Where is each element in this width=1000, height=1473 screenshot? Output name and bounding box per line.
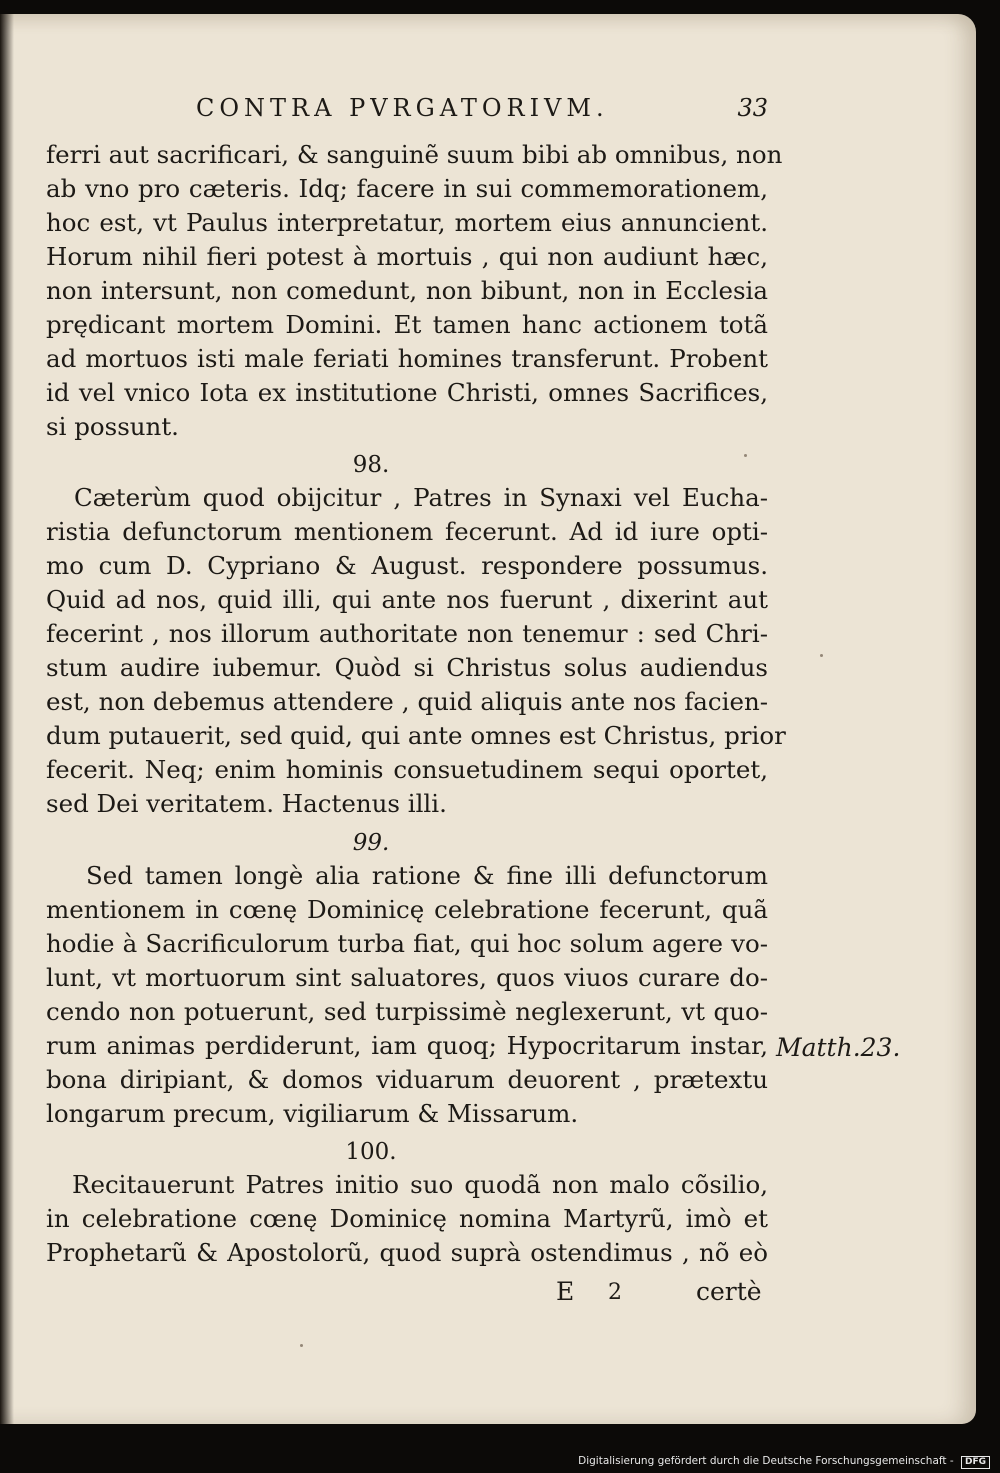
section-number: 100. (345, 1139, 397, 1165)
text-line: Cæterùm quod obijcitur , Patres in Synaxi vel Eucha- (74, 483, 768, 512)
text-line: mentionem in cœnę Dominicę celebratione fecerunt, quã (46, 895, 768, 924)
footer-text: Digitalisierung gefördert durch die Deutsche Forschungsgemeinschaft - (578, 1455, 954, 1467)
text-line: lunt, vt mortuorum sint saluatores, quos viuos curare do- (46, 963, 768, 992)
text-line: fecerit. Neq; enim hominis consuetudinem sequi oportet, (46, 755, 768, 784)
text-line: Quid ad nos, quid illi, qui ante nos fuerunt , dixerint aut (46, 585, 768, 614)
text-line: rum animas perdiderunt, iam quoq; Hypocritarum instar, (46, 1031, 768, 1060)
text-line: ristia defunctorum mentionem fecerunt. Ad id iure opti- (46, 517, 768, 546)
text-line: prędicant mortem Domini. Et tamen hanc actionem totã (46, 310, 768, 339)
signature-letter: E (556, 1277, 575, 1306)
text-line: in celebratione cœnę Dominicę nomina Martyrũ, imò et (46, 1204, 768, 1233)
text-line: sed Dei veritatem. Hactenus illi. (46, 789, 447, 818)
text-line: ab vno pro cæteris. Idq; facere in sui commemorationem, (46, 174, 768, 203)
text-line: non intersunt, non comedunt, non bibunt, non in Ecclesia (46, 276, 768, 305)
ink-speck (744, 454, 747, 457)
running-head-title: CONTRA PVRGATORIVM. (196, 94, 609, 122)
text-line: est, non debemus attendere , quid aliquis ante nos facien- (46, 687, 768, 716)
text-line: hodie à Sacrificulorum turba fiat, qui hoc solum agere vo- (46, 929, 768, 958)
ink-speck (300, 1344, 303, 1347)
text-line: si possunt. (46, 412, 179, 441)
text-line: id vel vnico Iota ex institutione Christi, omnes Sacrifices, (46, 378, 768, 407)
signature-number: 2 (608, 1280, 622, 1305)
section-number: 99. (352, 830, 390, 856)
text-line: bona diripiant, & domos viduarum deuorent , prætextu (46, 1065, 768, 1094)
running-head (46, 94, 768, 134)
text-line: mo cum D. Cypriano & August. respondere possumus. (46, 551, 768, 580)
marginal-note: Matth.23. (776, 1033, 901, 1062)
text-line: Recitauerunt Patres initio suo quodã non malo cõsilio, (72, 1170, 768, 1199)
text-line: Prophetarũ & Apostolorũ, quod suprà ostendimus , nõ eò (46, 1238, 768, 1267)
text-line: hoc est, vt Paulus interpretatur, mortem eius annuncient. (46, 208, 768, 237)
text-line: longarum precum, vigiliarum & Missarum. (46, 1099, 579, 1128)
section-number: 98. (352, 452, 390, 478)
text-line: Sed tamen longè alia ratione & fine illi defunctorum (86, 861, 768, 890)
catchword: certè (696, 1277, 762, 1306)
text-line: dum putauerit, sed quid, qui ante omnes est Christus, prior (46, 721, 786, 750)
text-line: ad mortuos isti male feriati homines transferunt. Probent (46, 344, 768, 373)
text-line: Horum nihil fieri potest à mortuis , qui non audiunt hæc, (46, 242, 768, 271)
digitization-footer (578, 1455, 990, 1469)
ink-speck (820, 654, 823, 657)
dfg-logo: DFG (961, 1456, 990, 1469)
text-line: ferri aut sacrificari, & sanguinẽ suum bibi ab omnibus, non (46, 140, 783, 169)
text-line: cendo non potuerunt, sed turpissimè neglexerunt, vt quo- (46, 997, 768, 1026)
text-line: stum audire iubemur. Quòd si Christus solus audiendus (46, 653, 768, 682)
page-number: 33 (737, 94, 768, 122)
text-line: fecerint , nos illorum authoritate non tenemur : sed Chri- (46, 619, 768, 648)
